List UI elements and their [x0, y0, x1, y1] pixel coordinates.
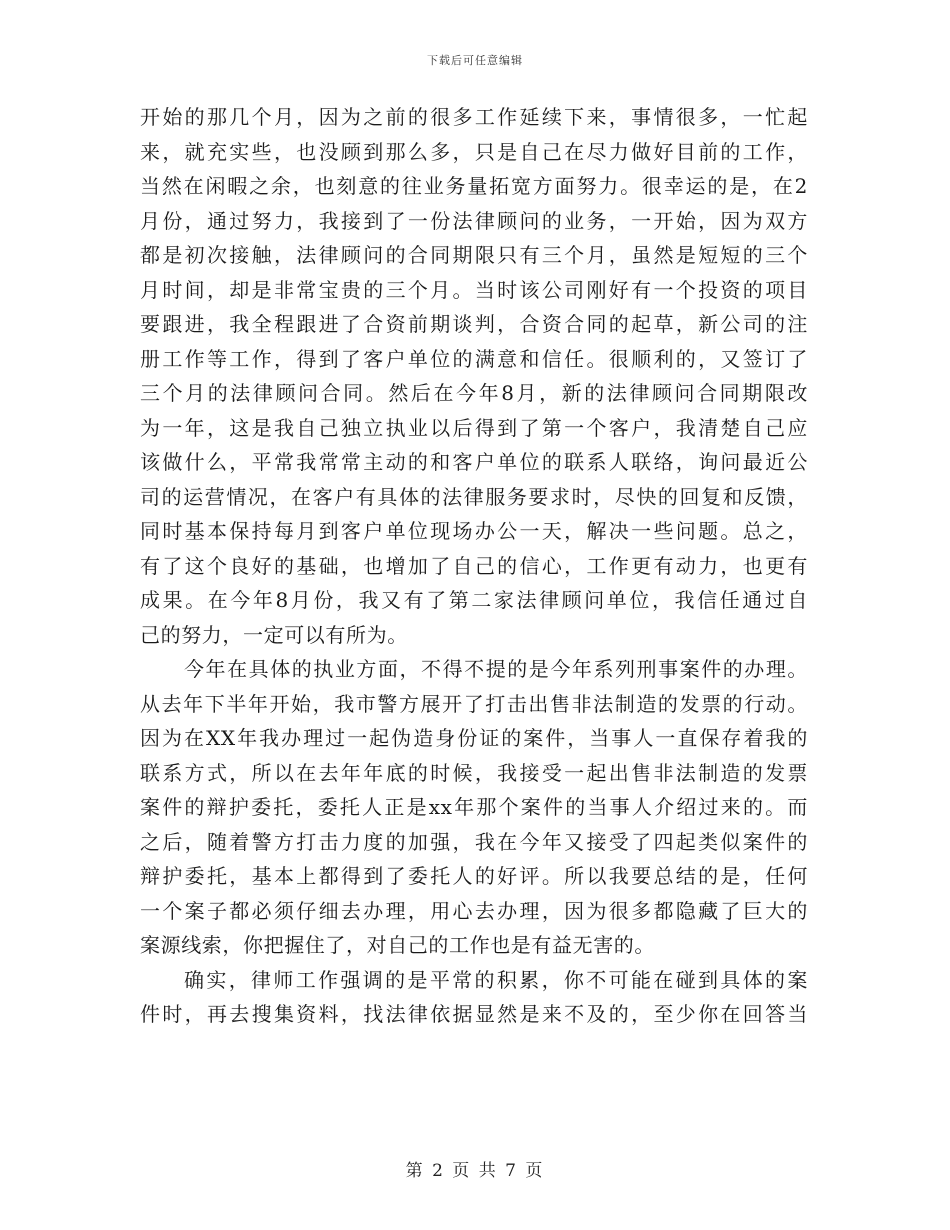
document-body [140, 100, 808, 1032]
text-line: 为一年，这是我自己独立执业以后得到了第一个客户，我清楚自己应 [140, 415, 808, 440]
text-line: 因为在XX年我办理过一起伪造身份证的案件，当事人一直保存着我的 [140, 726, 808, 750]
text-line: 三个月的法律顾问合同。然后在今年8月，新的法律顾问合同期限改 [140, 381, 808, 405]
page-header: 下载后可任意编辑 [427, 54, 523, 67]
text-line: 案件的辩护委托，委托人正是xx年那个案件的当事人介绍过来的。而 [140, 795, 808, 819]
text-line: 从去年下半年开始，我市警方展开了打击出售非法制造的发票的行动。 [140, 691, 808, 716]
page-number-footer: 第 2 页 共 7 页 [405, 1161, 545, 1181]
text-line: 该做什么，平常我常常主动的和客户单位的联系人联络，询问最近公 [140, 450, 808, 474]
text-line: 月份，通过努力，我接到了一份法律顾问的业务，一开始，因为双方 [140, 208, 808, 233]
paragraph [140, 100, 808, 652]
text-line: 都是初次接触，法律顾问的合同期限只有三个月，虽然是短短的三个 [140, 243, 808, 267]
text-line: 册工作等工作，得到了客户单位的满意和信任。很顺利的，又签订了 [140, 346, 808, 371]
text-line: 一个案子都必须仔细去办理，用心去办理，因为很多都隐藏了巨大的 [140, 898, 808, 923]
text-line: 成果。在今年8月份，我又有了第二家法律顾问单位，我信任通过自 [140, 588, 808, 612]
text-line: 确实，律师工作强调的是平常的积累，你不可能在碰到具体的案 [184, 967, 808, 992]
text-line: 己的努力，一定可以有所为。 [140, 622, 408, 647]
text-line: 之后，随着警方打击力度的加强，我在今年又接受了四起类似案件的 [140, 829, 808, 854]
text-line: 案源线索，你把握住了，对自己的工作也是有益无害的。 [140, 933, 655, 957]
paragraph [140, 652, 808, 963]
text-line: 有了这个良好的基础，也增加了自己的信心，工作更有动力，也更有 [140, 553, 808, 578]
text-line: 联系方式，所以在去年年底的时候，我接受一起出售非法制造的发票 [140, 760, 808, 785]
text-line: 来，就充实些，也没顾到那么多，只是自己在尽力做好目前的工作， [140, 139, 808, 164]
text-line: 开始的那几个月，因为之前的很多工作延续下来，事情很多，一忙起 [140, 105, 808, 129]
text-line: 司的运营情况，在客户有具体的法律服务要求时，尽快的回复和反馈， [140, 484, 808, 509]
text-line: 月时间，却是非常宝贵的三个月。当时该公司刚好有一个投资的项目 [140, 277, 808, 302]
paragraph [140, 963, 808, 1032]
text-line: 当然在闲暇之余，也刻意的往业务量拓宽方面努力。很幸运的是，在2 [140, 174, 808, 198]
text-line: 今年在具体的执业方面，不得不提的是今年系列刑事案件的办理。 [184, 657, 808, 681]
text-line: 辩护委托，基本上都得到了委托人的好评。所以我要总结的是，任何 [140, 864, 808, 888]
text-line: 要跟进，我全程跟进了合资前期谈判，合资合同的起草，新公司的注 [140, 312, 808, 336]
text-line: 同时基本保持每月到客户单位现场办公一天，解决一些问题。总之， [140, 519, 808, 543]
text-line: 件时，再去搜集资料，找法律依据显然是来不及的，至少你在回答当 [140, 1002, 808, 1026]
